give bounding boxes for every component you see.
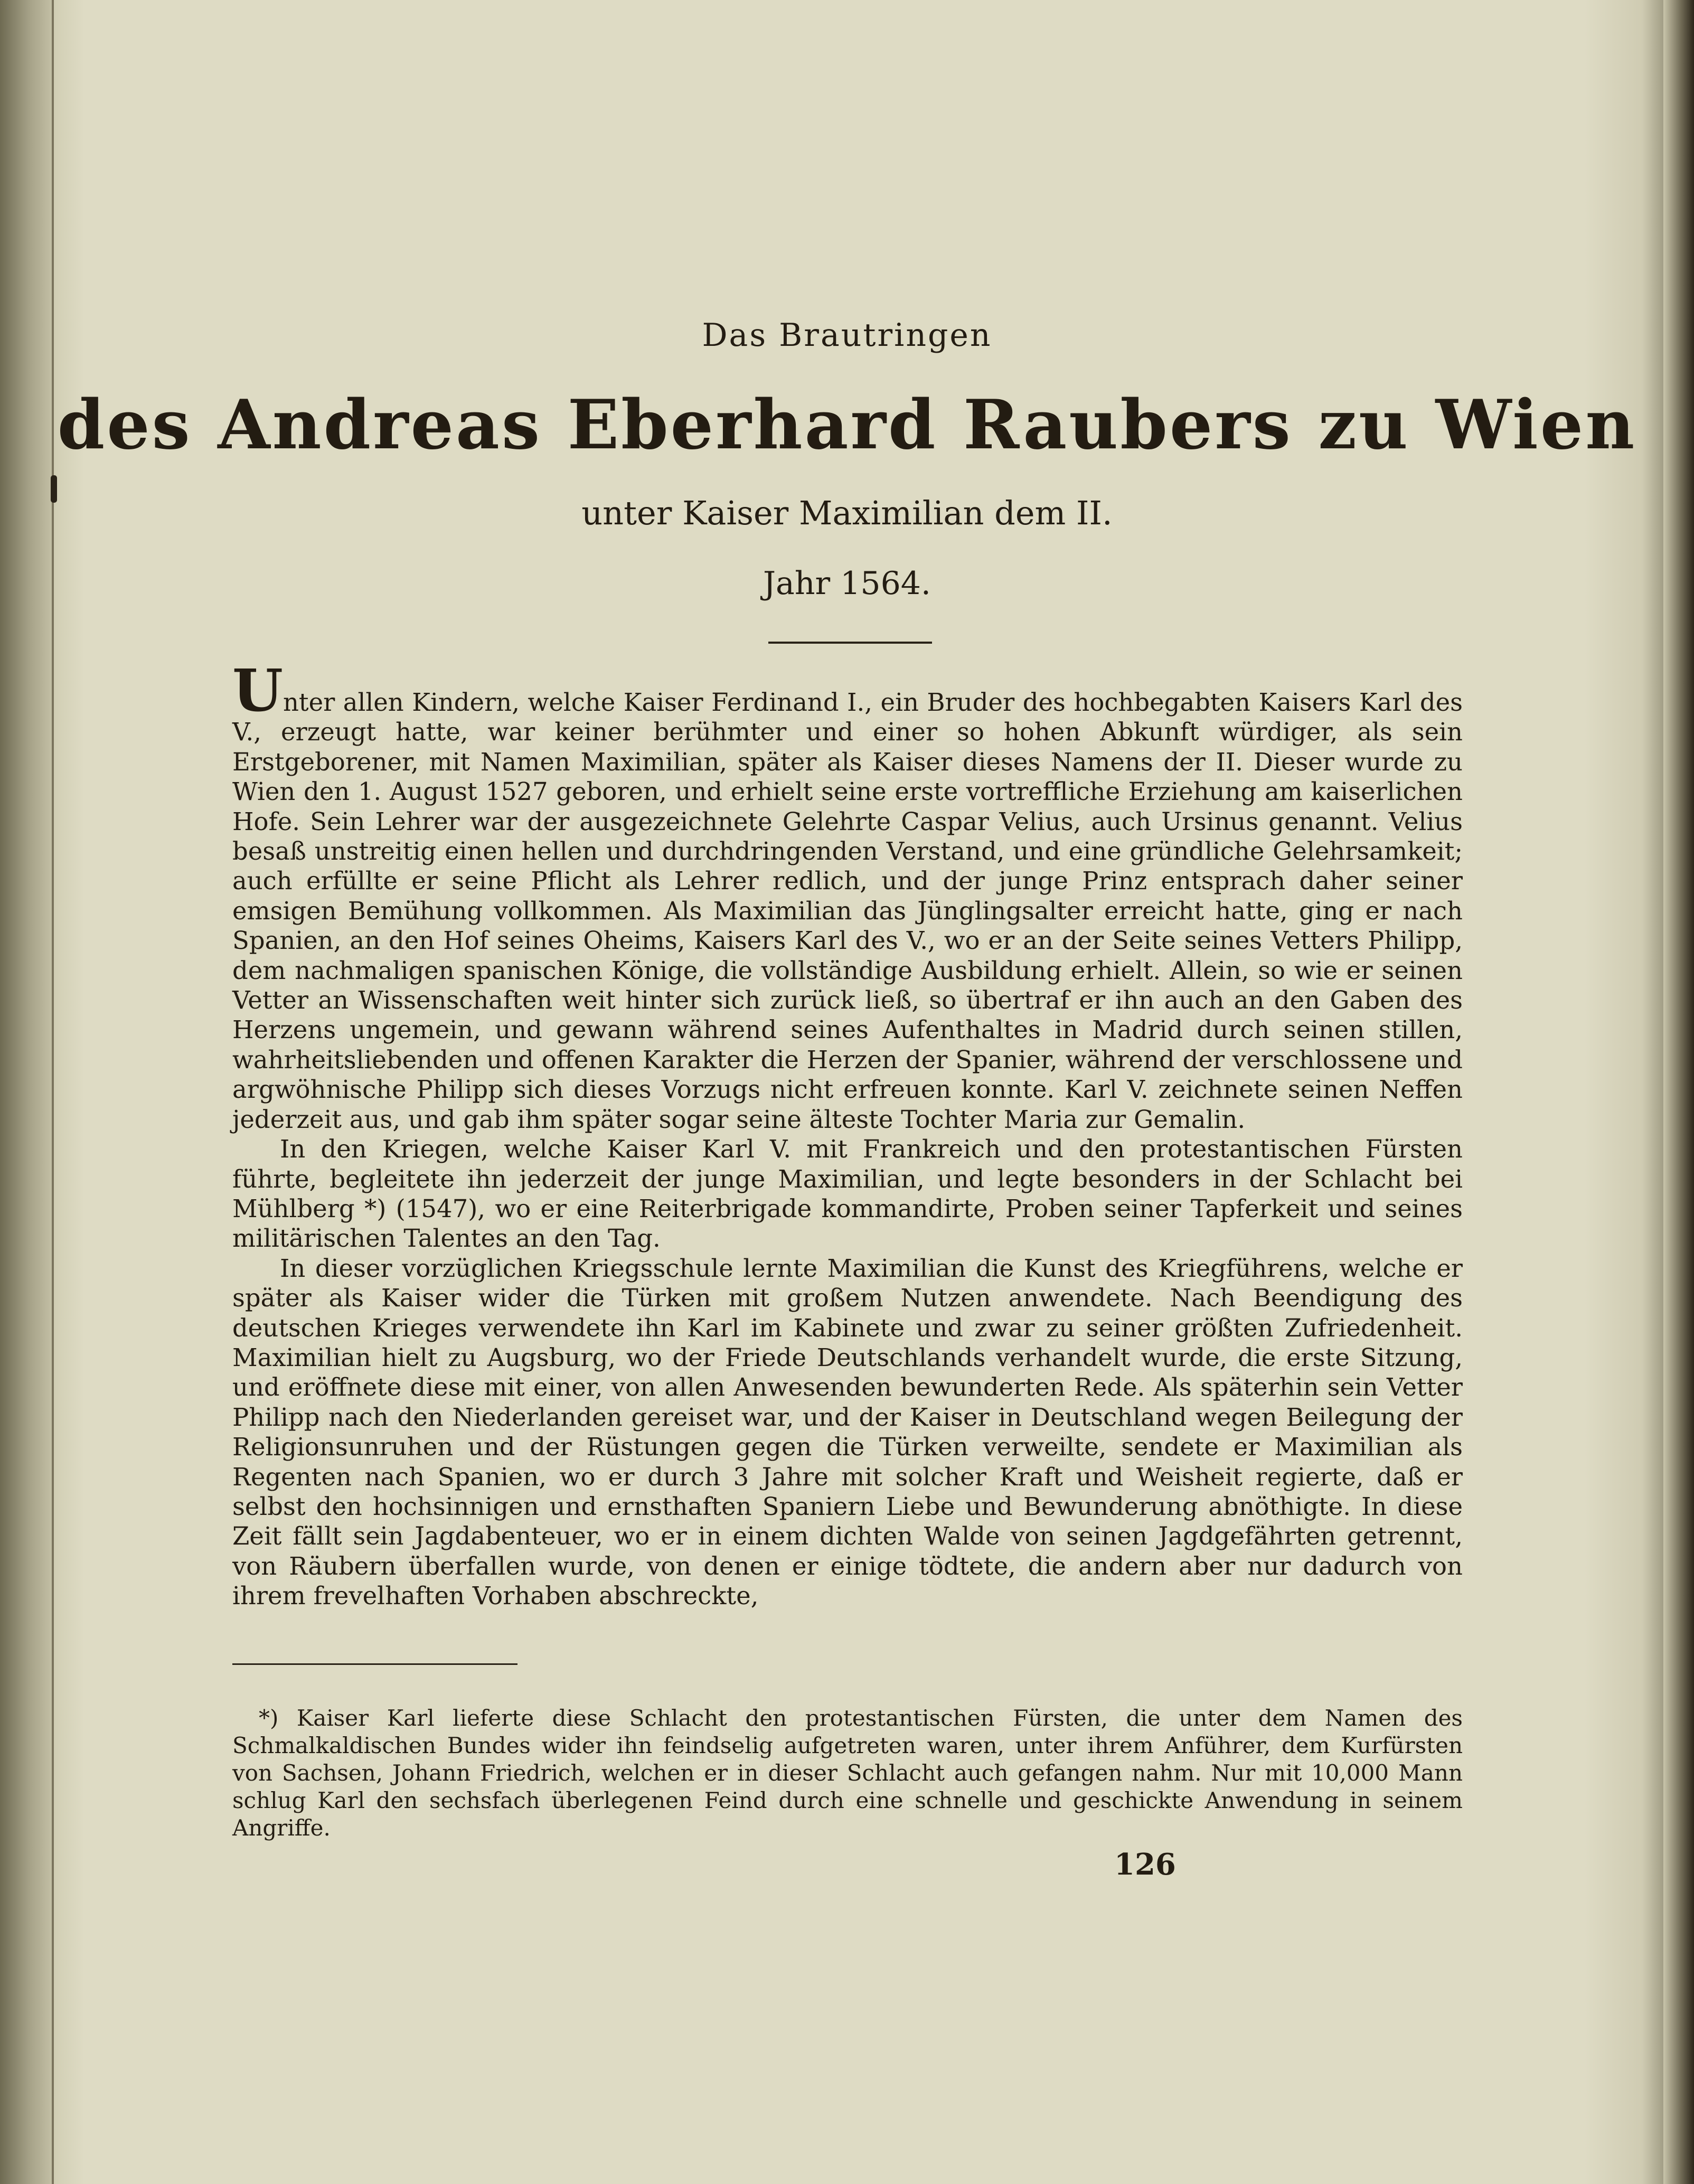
subtitle: unter Kaiser Maximilian dem II. (581, 494, 1113, 532)
supertitle: Das Brautringen (702, 317, 992, 354)
body-text (232, 656, 1463, 1611)
drop-initial: U (232, 656, 283, 724)
paragraph-1 (232, 656, 1463, 1134)
paragraph-1-text: nter allen Kindern, welche Kaiser Ferdinand I., ein Bruder des hochbegabten Kaisers Karl des V., erzeugt hatte, war keiner berühmter und einer so hohen Abkunft würdiger, als sein Erstgeborener, mit Namen Maximilian, später als Kaiser dieses Namens der II. Dieser wurde zu Wien den 1. August 1527 geboren, und erhielt seine erste vortreffliche Erziehung am kaiserlichen Hofe. Sein Lehrer war der ausgezeichnete Gelehrte Caspar Velius, auch Ursinus genannt. Velius besaß unstreitig einen hellen und durchdringenden Verstand, und eine gründliche Gelehrsamkeit; auch erfüllte er seine Pflicht als Lehrer redlich, und der junge Prinz entsprach daher seiner emsigen Bemühung vollkommen. Als Maximilian das Jünglingsalter erreicht hatte, ging er nach Spanien, an den Hof seines Oheims, Kaisers Karl des V., wo er an der Seite seines Vetters Philipp, dem nachmaligen spanischen Könige, die vollständige Ausbildung erhielt. Allein, so wie er seinen Vetter an Wissenschaften weit hinter sich zurück ließ, so übertraf er ihn auch an den Gaben des Herzens ungemein, und gewann während seines Aufenthaltes in Madrid durch seinen stillen, wahrheitsliebenden und offenen Karakter die Herzen der Spanier, während der verschlossene und argwöhnische Philipp sich dieses Vorzugs nicht erfreuen konnte. Karl V. zeichnete seinen Neffen jederzeit aus, und gab ihm später sogar seine älteste Tochter Maria zur Gemalin. (232, 688, 1463, 1134)
footnote-text: *) Kaiser Karl lieferte diese Schlacht den protestantischen Fürsten, die unter dem Namen des Schmalkaldischen Bundes wider ihn feindselig aufgetreten waren, unter ihrem Anführer, dem Kurfürsten von Sachsen, Johann Friedrich, welchen er in dieser Schlacht auch gefangen nahm. Nur mit 10,000 Mann schlug Karl den sechsfach überlegenen Feind durch eine schnelle und geschickte Anwendung in seinem Angriffe. (232, 1705, 1463, 1841)
page-title: des Andreas Eberhard Raubers zu Wien (57, 385, 1637, 465)
title-divider (768, 642, 932, 644)
footnote (232, 1705, 1463, 1842)
year-line: Jahr 1564. (763, 565, 931, 602)
paragraph-2: In den Kriegen, welche Kaiser Karl V. mit Frankreich und den protestantischen Fürsten führte, begleitete ihn jederzeit der junge Maximilian, und legte besonders in der Schlacht bei Mühlberg *) (1547), wo er eine Reiterbrigade kommandirte, Proben seiner Tapferkeit und seines militärischen Talentes an den Tag. (232, 1135, 1463, 1253)
paragraph-3: In dieser vorzüglichen Kriegsschule lernte Maximilian die Kunst des Kriegführens, welche er später als Kaiser wider die Türken mit großem Nutzen anwendete. Nach Beendigung des deutschen Krieges verwendete ihn Karl im Kabinete und zwar zu seiner größten Zufriedenheit. Maximilian hielt zu Augsburg, wo der Friede Deutschlands verhandelt wurde, die erste Sitzung, und eröffnete diese mit einer, von allen Anwesenden bewunderten Rede. Als späterhin sein Vetter Philipp nach den Niederlanden gereiset war, und der Kaiser in Deutschland wegen Beilegung der Religionsunruhen und der Rüstungen gegen die Türken verweilte, sendete er Maximilian als Regenten nach Spanien, wo er durch 3 Jahre mit solcher Kraft und Weisheit regierte, daß er selbst den hochsinnigen und ernsthaften Spaniern Liebe und Bewunderung abnöthigte. In diese Zeit fällt sein Jagdabenteuer, wo er in einem dichten Walde von seinen Jagdgefährten getrennt, von Räubern überfallen wurde, von denen er einige tödtete, die andern aber nur dadurch von ihrem frevelhaften Vorhaben abschreckte, (232, 1254, 1463, 1611)
page-number: 126 (1114, 1847, 1176, 1882)
footnote-divider (232, 1663, 517, 1665)
